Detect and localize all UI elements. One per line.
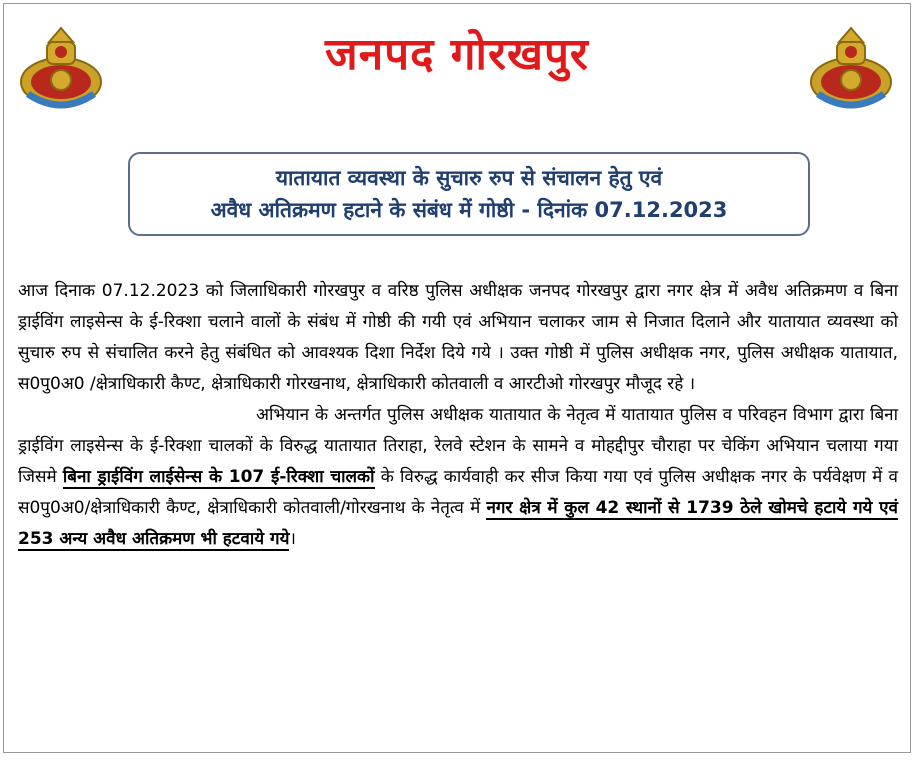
paragraph-1: आज दिनाक 07.12.2023 को जिलाधिकारी गोरखपुर व वरिष्ठ पुलिस अधीक्षक जनपद गोरखपुर द्वारा नगर क्षेत्र में अवैध अतिक्रमण व बिना ड्राईविंग लाइसेन्स के ई-रिक्शा चलाने वालों के संबंध में गोष्ठी की गयी एवं अभियान चलाकर जाम से निजात दिलाने और यातायात व्यवस्था को सुचारु रुप से संचालित करने हेतु संबंधित को आवश्यक दिशा निर्देश दिये गये । उक्त गोष्ठी में पुलिस अधीक्षक नगर, पुलिस अधीक्षक यातायात, स0पु0अ0 /क्षेत्राधिकारी कैण्ट, क्षेत्राधिकारी गोरखनाथ, क्षेत्राधिकारी कोतवाली व आरटीओ गोरखपुर मौजूद रहे । (18, 281, 898, 394)
body-text (18, 276, 898, 555)
subject-line-1: यातायात व्यवस्था के सुचारु रुप से संचालन हेतु एवं (275, 166, 663, 190)
press-note-page (3, 3, 911, 753)
highlight-encroachment-count: नगर क्षेत्र में कुल 42 स्थानों से 1739 ठेले खोमचे हटाये गये एवं 253 अन्य अवैध अतिक्रमण भी हटवाये गये (18, 498, 898, 549)
subject-line-2: अवैध अतिक्रमण हटाने के संबंध में गोष्ठी - दिनांक 07.12.2023 (210, 198, 728, 222)
paragraph-2-text-b: के विरुद्ध कार्यवाही कर सीज किया गया एवं पुलिस अधीक्षक नगर के पर्यवेक्षण में व स0पु0अ0/क्षेत्राधिकारी कैण्ट, क्षेत्राधिकारी कोतवाली/गोरखनाथ के नेतृत्व में (18, 467, 898, 518)
paragraph-2-text-a: अभियान के अन्तर्गत पुलिस अधीक्षक यातायात के नेतृत्व में यातायात पुलिस व परिवहन विभाग द्वारा बिना ड्राईविंग लाइसेन्स के ई-रिक्शा चालकों के विरुद्ध यातायात तिराहा, रेलवे स्टेशन के सामने व मोहद्दीपुर चौराहा पर चेकिंग अभियान चलाया गया जिसमे (18, 405, 898, 487)
subject-box (128, 152, 810, 236)
page-title: जनपद गोरखपुर (325, 29, 589, 80)
paragraph-2-end: । (289, 529, 296, 549)
highlight-erickshaw-count: बिना ड्राईविंग लाईसेन्स के 107 ई-रिक्शा चालकों (62, 467, 375, 487)
paragraph-2 (18, 400, 898, 555)
